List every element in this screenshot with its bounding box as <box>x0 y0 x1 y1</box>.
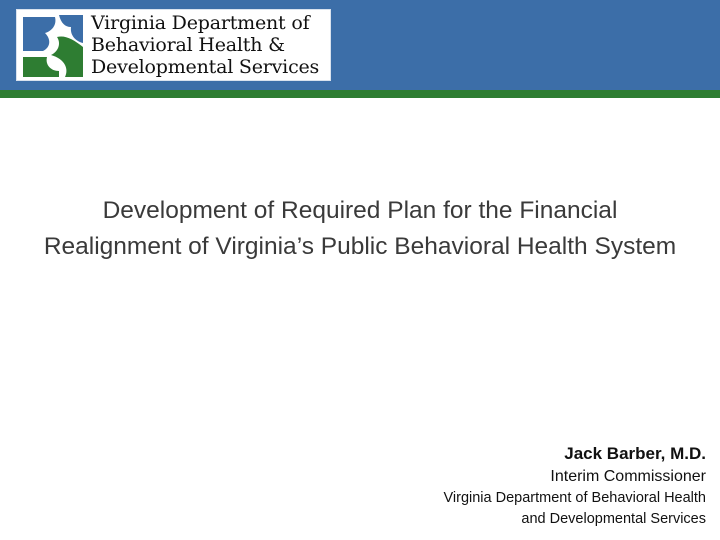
presenter-name: Jack Barber, M.D. <box>564 444 706 463</box>
agency-logo <box>16 9 331 81</box>
logo-line-1: Virginia Department of <box>91 12 310 34</box>
logo-emblem-icon <box>21 13 85 78</box>
slide-title-line-1: Development of Required Plan for the Financial <box>102 197 618 224</box>
presenter-block <box>286 442 706 530</box>
slide-title <box>0 193 720 265</box>
presenter-role: Interim Commissioner <box>550 468 706 485</box>
logo-line-3: Developmental Services <box>91 56 320 78</box>
logo-wordmark <box>91 12 329 78</box>
presenter-org-line-2: and Developmental Services <box>521 511 706 527</box>
logo-line-2: Behavioral Health & <box>91 34 285 56</box>
slide-title-line-2: Realignment of Virginia’s Public Behavioral Health System <box>43 233 677 260</box>
header-divider <box>0 90 720 98</box>
presenter-org-line-1: Virginia Department of Behavioral Health <box>443 490 706 506</box>
